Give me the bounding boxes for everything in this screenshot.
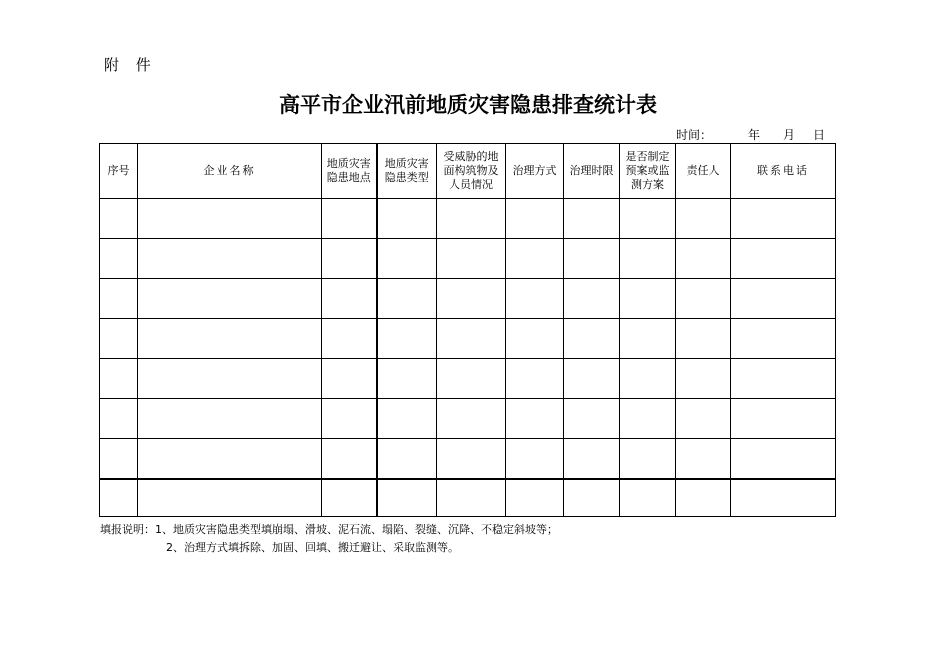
table-cell[interactable]	[322, 239, 377, 279]
table-cell[interactable]	[100, 359, 138, 399]
table-cell[interactable]	[506, 239, 564, 279]
header-treatment-deadline: 治理时限	[564, 144, 620, 199]
table-cell[interactable]	[731, 479, 836, 517]
table-cell[interactable]	[377, 479, 437, 517]
table-cell[interactable]	[437, 479, 506, 517]
table-cell[interactable]	[377, 199, 437, 239]
table-cell[interactable]	[138, 399, 322, 439]
table-cell[interactable]	[506, 359, 564, 399]
table-cell[interactable]	[138, 239, 322, 279]
table-cell[interactable]	[322, 199, 377, 239]
table-row	[100, 199, 836, 239]
table-cell[interactable]	[506, 439, 564, 480]
table-cell[interactable]	[564, 479, 620, 517]
table-cell[interactable]	[620, 199, 676, 239]
table-cell[interactable]	[437, 239, 506, 279]
table-cell[interactable]	[138, 279, 322, 319]
table-cell[interactable]	[676, 479, 731, 517]
table-cell[interactable]	[437, 199, 506, 239]
table-cell[interactable]	[676, 319, 731, 359]
table-cell[interactable]	[564, 199, 620, 239]
table-cell[interactable]	[506, 279, 564, 319]
table-cell[interactable]	[437, 399, 506, 439]
table-cell[interactable]	[322, 359, 377, 399]
table-cell[interactable]	[564, 319, 620, 359]
header-responsible-person: 责任人	[676, 144, 731, 199]
table-cell[interactable]	[506, 319, 564, 359]
table-cell[interactable]	[676, 279, 731, 319]
table-cell[interactable]	[676, 399, 731, 439]
note-line-2: 2、治理方式填拆除、加固、回填、搬迁避让、采取监测等。	[166, 541, 459, 554]
table-row	[100, 239, 836, 279]
table-row	[100, 279, 836, 319]
table-cell[interactable]	[731, 439, 836, 480]
table-cell[interactable]	[731, 279, 836, 319]
date-month-label: 月	[782, 128, 795, 142]
table-cell[interactable]	[564, 359, 620, 399]
header-hazard-type: 地质灾害隐患类型	[377, 144, 437, 199]
table-cell[interactable]	[322, 439, 377, 480]
table-cell[interactable]	[100, 399, 138, 439]
table-cell[interactable]	[100, 439, 138, 480]
table-row	[100, 439, 836, 480]
table-cell[interactable]	[322, 319, 377, 359]
table-row	[100, 479, 836, 517]
table-cell[interactable]	[506, 479, 564, 517]
header-plan-established: 是否制定预案或监测方案	[620, 144, 676, 199]
table-cell[interactable]	[620, 359, 676, 399]
table-cell[interactable]	[564, 279, 620, 319]
table-cell[interactable]	[100, 279, 138, 319]
table-cell[interactable]	[100, 319, 138, 359]
table-cell[interactable]	[731, 399, 836, 439]
survey-table	[99, 143, 836, 517]
table-cell[interactable]	[437, 359, 506, 399]
table-cell[interactable]	[138, 479, 322, 517]
table-cell[interactable]	[620, 319, 676, 359]
table-cell[interactable]	[731, 199, 836, 239]
table-cell[interactable]	[322, 399, 377, 439]
table-cell[interactable]	[564, 239, 620, 279]
table-cell[interactable]	[138, 359, 322, 399]
date-label: 时间：	[676, 128, 713, 142]
table-cell[interactable]	[731, 319, 836, 359]
table-cell[interactable]	[322, 479, 377, 517]
table-cell[interactable]	[377, 239, 437, 279]
table-cell[interactable]	[506, 199, 564, 239]
table-cell[interactable]	[377, 359, 437, 399]
table-cell[interactable]	[620, 239, 676, 279]
table-cell[interactable]	[676, 359, 731, 399]
table-cell[interactable]	[377, 399, 437, 439]
table-cell[interactable]	[437, 439, 506, 480]
table-cell[interactable]	[506, 399, 564, 439]
header-threatened-objects: 受威胁的地面构筑物及人员情况	[437, 144, 506, 199]
table-cell[interactable]	[437, 279, 506, 319]
header-hazard-location: 地质灾害隐患地点	[322, 144, 377, 199]
table-cell[interactable]	[377, 279, 437, 319]
page-title: 高平市企业汛前地质灾害隐患排查统计表	[279, 92, 657, 117]
table-cell[interactable]	[100, 479, 138, 517]
table-cell[interactable]	[564, 439, 620, 480]
header-treatment-method: 治理方式	[506, 144, 564, 199]
table-cell[interactable]	[100, 199, 138, 239]
note-line-1: 填报说明：1、地质灾害隐患类型填崩塌、滑坡、泥石流、塌陷、裂缝、沉降、不稳定斜坡等；	[100, 523, 558, 536]
table-cell[interactable]	[138, 199, 322, 239]
table-cell[interactable]	[620, 279, 676, 319]
header-seq: 序号	[100, 144, 138, 199]
table-cell[interactable]	[322, 279, 377, 319]
annex-label: 附 件	[104, 56, 157, 74]
table-cell[interactable]	[731, 359, 836, 399]
date-year-label: 年	[747, 128, 760, 142]
table-cell[interactable]	[100, 239, 138, 279]
table-cell[interactable]	[620, 399, 676, 439]
table-cell[interactable]	[138, 439, 322, 480]
table-cell[interactable]	[437, 319, 506, 359]
table-cell[interactable]	[620, 479, 676, 517]
date-day-label: 日	[812, 128, 825, 142]
header-contact-phone: 联系电话	[731, 144, 836, 199]
table-row	[100, 319, 836, 359]
date-line	[676, 126, 834, 143]
table-header-row	[100, 144, 836, 199]
table-row	[100, 399, 836, 439]
filling-notes	[100, 521, 558, 557]
table-row	[100, 359, 836, 399]
table-cell[interactable]	[620, 439, 676, 480]
table-cell[interactable]	[676, 239, 731, 279]
table-cell[interactable]	[377, 439, 437, 480]
table-cell[interactable]	[377, 319, 437, 359]
table-cell[interactable]	[731, 239, 836, 279]
table-cell[interactable]	[676, 199, 731, 239]
header-company-name: 企业名称	[138, 144, 322, 199]
table-cell[interactable]	[138, 319, 322, 359]
table-cell[interactable]	[564, 399, 620, 439]
table-cell[interactable]	[676, 439, 731, 480]
